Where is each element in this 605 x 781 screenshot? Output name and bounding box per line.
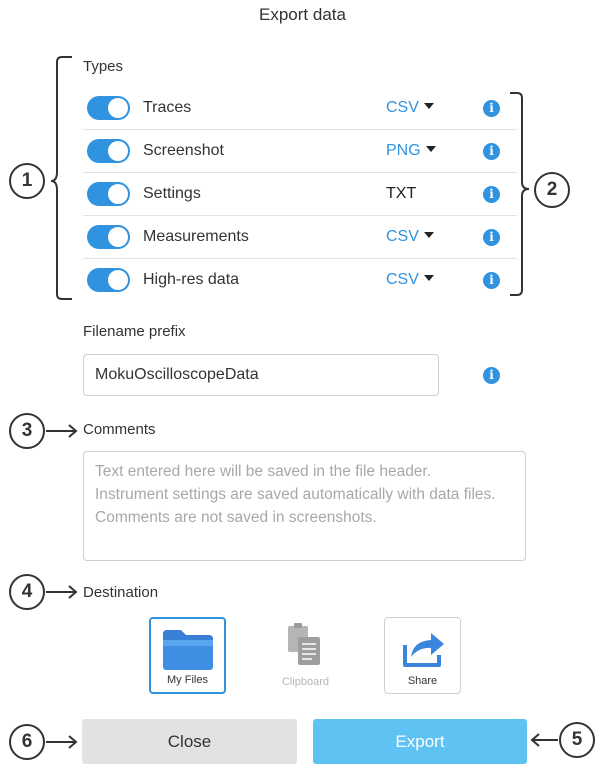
format-value: CSV — [386, 228, 419, 245]
type-label: High-res data — [143, 271, 240, 288]
info-icon[interactable]: i — [483, 143, 500, 160]
callout-6: 6 — [9, 724, 45, 760]
filename-prefix-label: Filename prefix — [83, 323, 186, 340]
export-button[interactable]: Export — [313, 719, 527, 764]
close-button[interactable]: Close — [82, 719, 297, 764]
info-icon[interactable]: i — [483, 100, 500, 117]
arrow-right — [46, 425, 76, 437]
format-value: CSV — [386, 271, 419, 288]
format-value: TXT — [386, 185, 417, 202]
callout-1: 1 — [9, 163, 45, 199]
destination-option-label: Clipboard — [281, 676, 330, 688]
type-label: Settings — [143, 185, 201, 202]
type-label: Traces — [143, 99, 192, 116]
info-icon[interactable]: i — [483, 272, 500, 289]
format-value: CSV — [386, 99, 419, 116]
comments-textarea[interactable]: Text entered here will be saved in the file header. Instrument settings are saved automatically with data files. Comments are not saved in screenshots. — [83, 451, 526, 561]
arrow-left — [532, 734, 558, 746]
arrow-right — [46, 736, 76, 748]
callout-5: 5 — [559, 722, 595, 758]
callout-2: 2 — [534, 172, 570, 208]
type-label: Measurements — [143, 228, 249, 245]
info-icon[interactable]: i — [483, 229, 500, 246]
info-icon[interactable]: i — [483, 367, 500, 384]
brace-left — [51, 57, 72, 299]
brace-right — [510, 93, 529, 295]
filename-prefix-input[interactable]: MokuOscilloscopeData — [83, 354, 439, 396]
callout-4: 4 — [9, 574, 45, 610]
callout-3: 3 — [9, 413, 45, 449]
dialog-title: Export data — [259, 5, 346, 24]
format-value: PNG — [386, 142, 421, 159]
destination-label: Destination — [83, 584, 159, 601]
destination-option-label: My Files — [167, 674, 208, 686]
arrow-right — [46, 586, 76, 598]
info-icon[interactable]: i — [483, 186, 500, 203]
destination-option-label: Share — [407, 675, 438, 687]
comments-label: Comments — [83, 421, 156, 438]
type-label: Screenshot — [143, 142, 224, 159]
types-label: Types — [83, 58, 124, 75]
